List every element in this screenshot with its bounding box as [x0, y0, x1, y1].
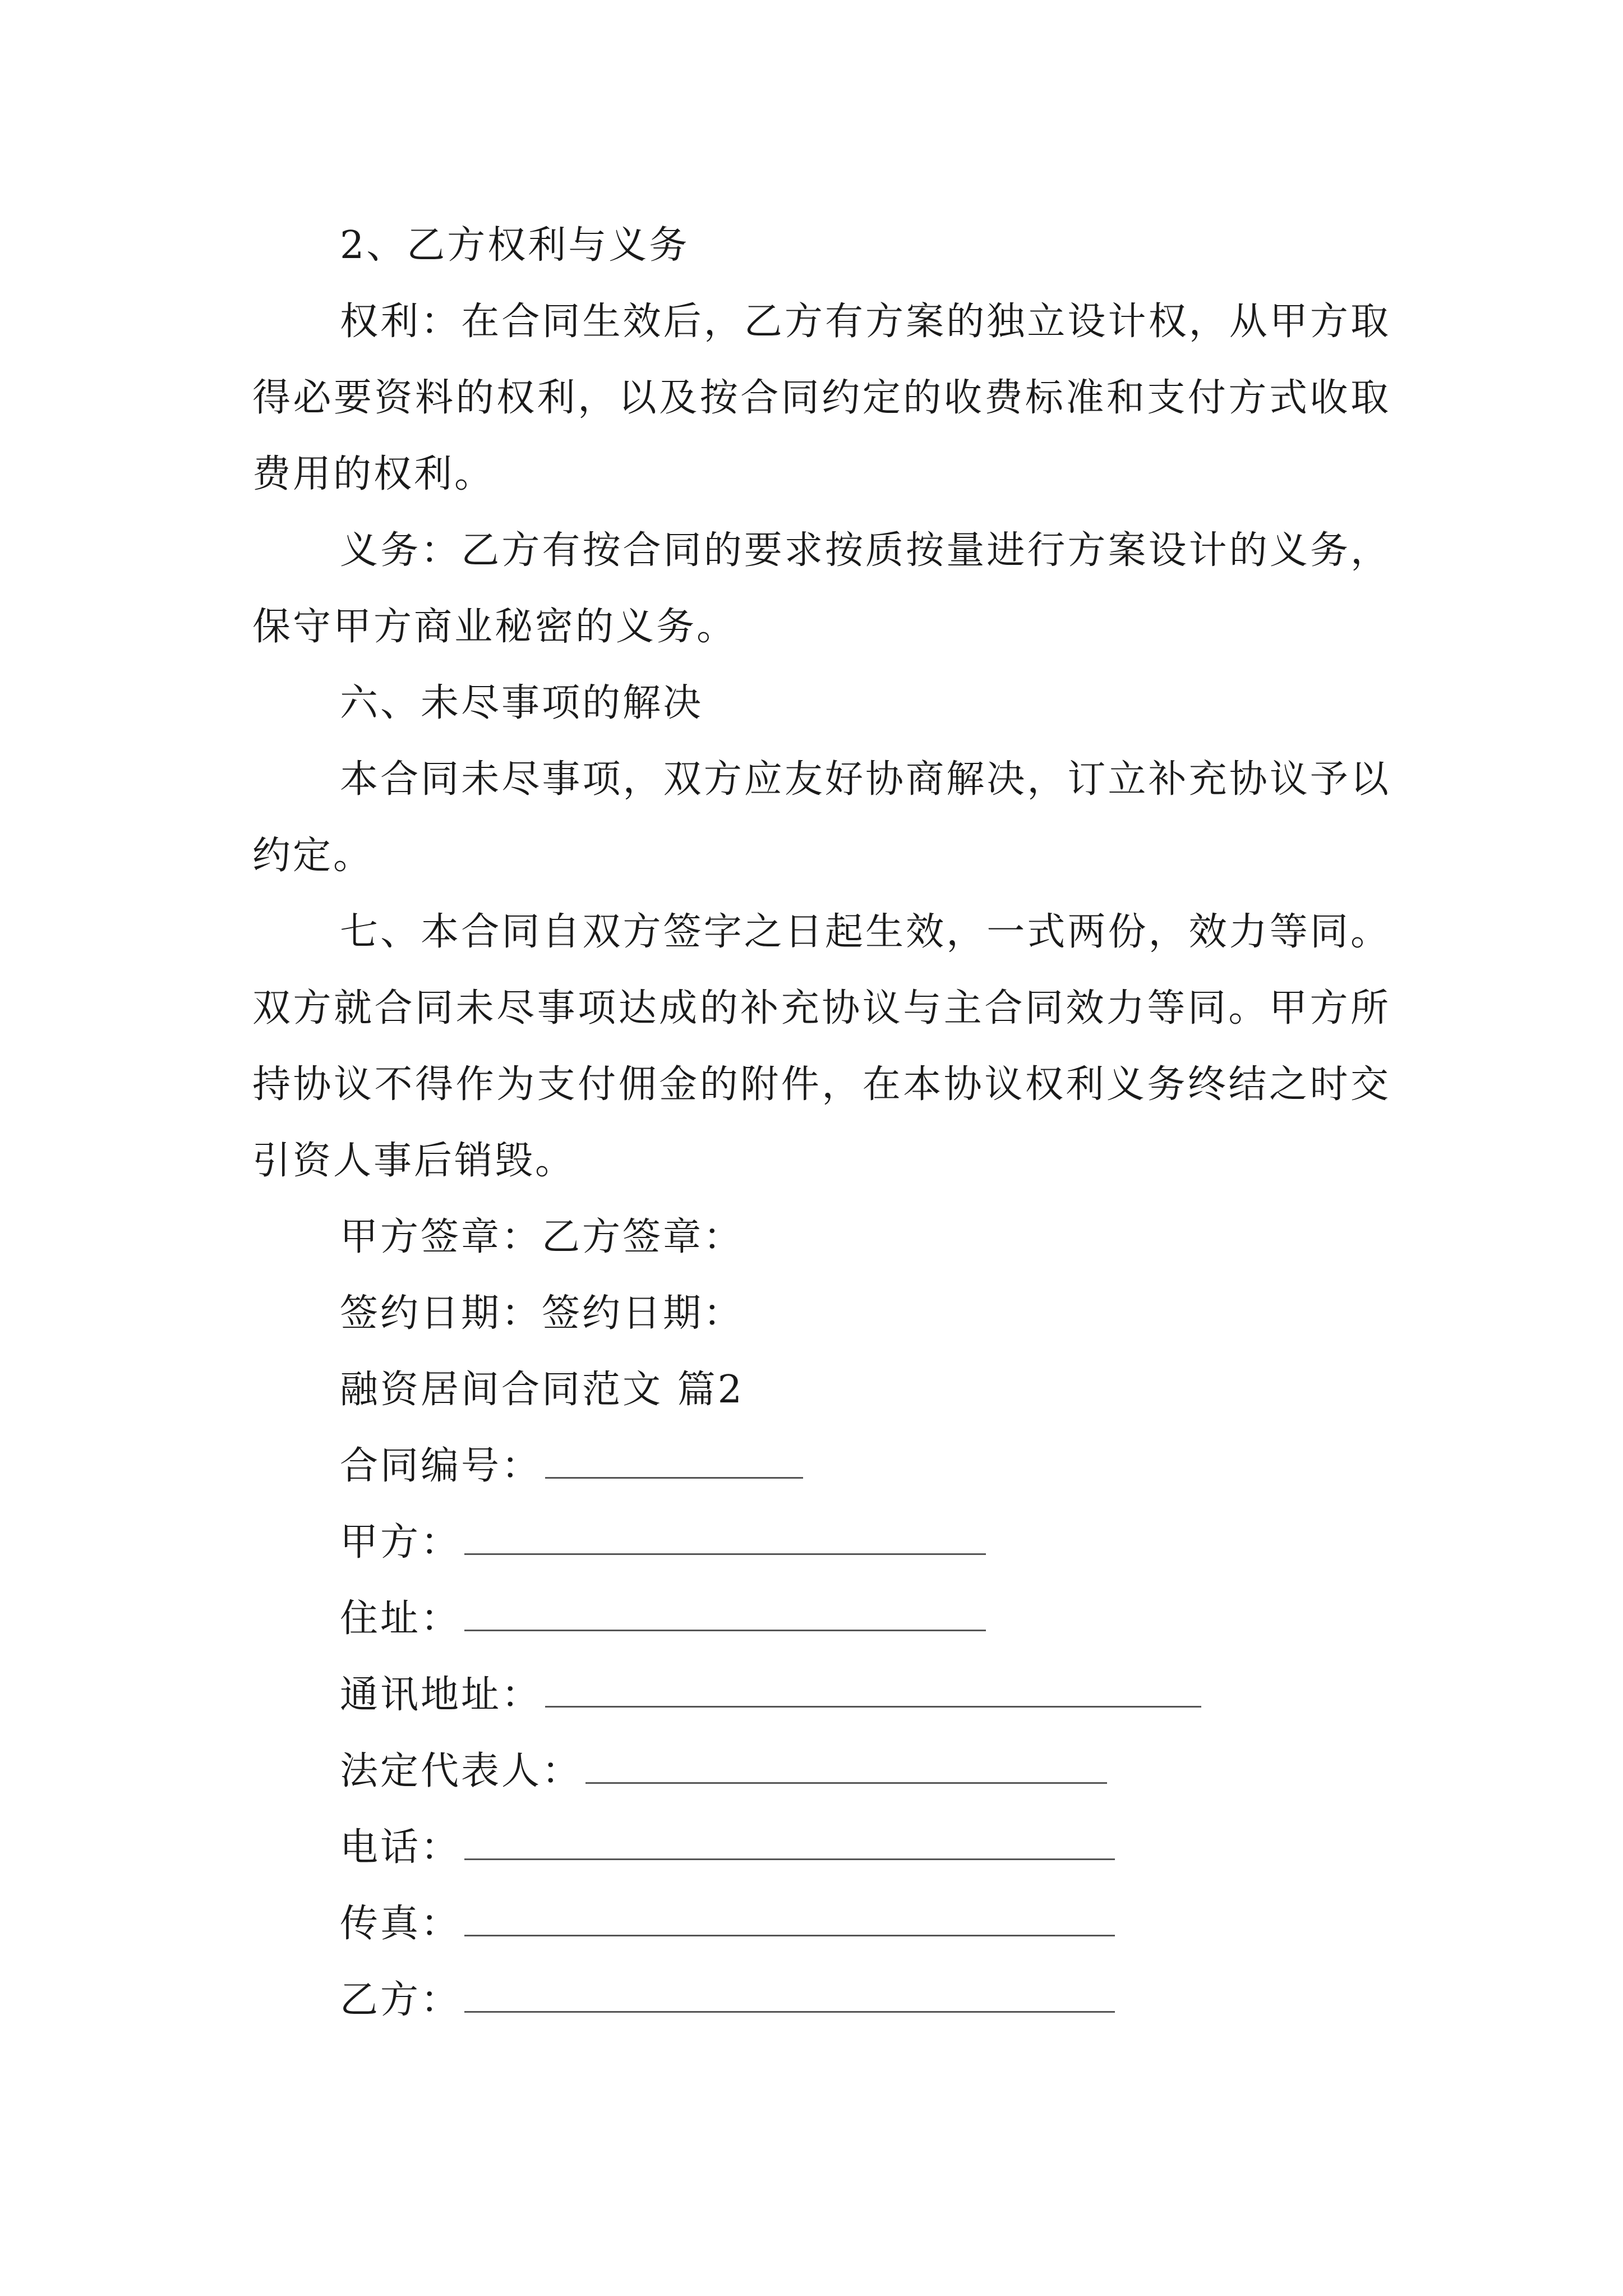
- fax-blank: [464, 1912, 1115, 1936]
- fax-row: [252, 1886, 1391, 1962]
- obligations-paragraph: 义务：乙方有按合同的要求按质按量进行方案设计的义务，保守甲方商业秘密的义务。: [252, 528, 1391, 649]
- mailing-address-label: 通讯地址：: [340, 1673, 542, 1717]
- address-label: 住址：: [340, 1596, 462, 1641]
- legal-rep-label: 法定代表人：: [340, 1749, 583, 1793]
- mailing-address-blank: [545, 1683, 1201, 1708]
- contract-number-blank: [545, 1455, 803, 1479]
- party-b-label: 乙方：: [340, 1978, 462, 2022]
- address-blank: [464, 1607, 986, 1631]
- part2-title: 融资居间合同范文 篇2: [340, 1368, 744, 1412]
- contract-number-label: 合同编号：: [340, 1444, 542, 1488]
- party-a-label: 甲方：: [340, 1520, 462, 1565]
- phone-blank: [464, 1836, 1115, 1860]
- party-a-row: [252, 1504, 1391, 1581]
- fax-label: 传真：: [340, 1902, 462, 1946]
- phone-row: [252, 1810, 1391, 1886]
- party-a-blank: [464, 1531, 986, 1555]
- rights-obligations-heading: 2、乙方权利与义务: [340, 223, 690, 268]
- document-page: [252, 208, 1391, 2039]
- party-b-row: [252, 1962, 1391, 2039]
- phone-label: 电话：: [340, 1825, 462, 1870]
- signature-line: 甲方签章：乙方签章：: [340, 1215, 744, 1259]
- section7-paragraph: 七、本合同自双方签字之日起生效，一式两份，效力等同。双方就合同未尽事项达成的补充协议与主合同效力等同。甲方所持协议不得作为支付佣金的附件，在本协议权利义务终结之时交引资人事后销毁。: [252, 910, 1391, 1183]
- contract-number-row: [252, 1428, 1391, 1504]
- date-line: 签约日期：签约日期：: [340, 1291, 744, 1336]
- mailing-address-row: [252, 1657, 1391, 1733]
- party-b-blank: [464, 1989, 1115, 2013]
- legal-rep-row: [252, 1733, 1391, 1810]
- section6-heading: 六、未尽事项的解决: [340, 681, 704, 725]
- section6-paragraph: 本合同未尽事项，双方应友好协商解决，订立补充协议予以约定。: [252, 757, 1391, 878]
- address-row: [252, 1581, 1391, 1657]
- legal-rep-blank: [585, 1760, 1107, 1784]
- rights-paragraph: 权利：在合同生效后，乙方有方案的独立设计权，从甲方取得必要资料的权利，以及按合同约定的收费标准和支付方式收取费用的权利。: [252, 300, 1391, 496]
